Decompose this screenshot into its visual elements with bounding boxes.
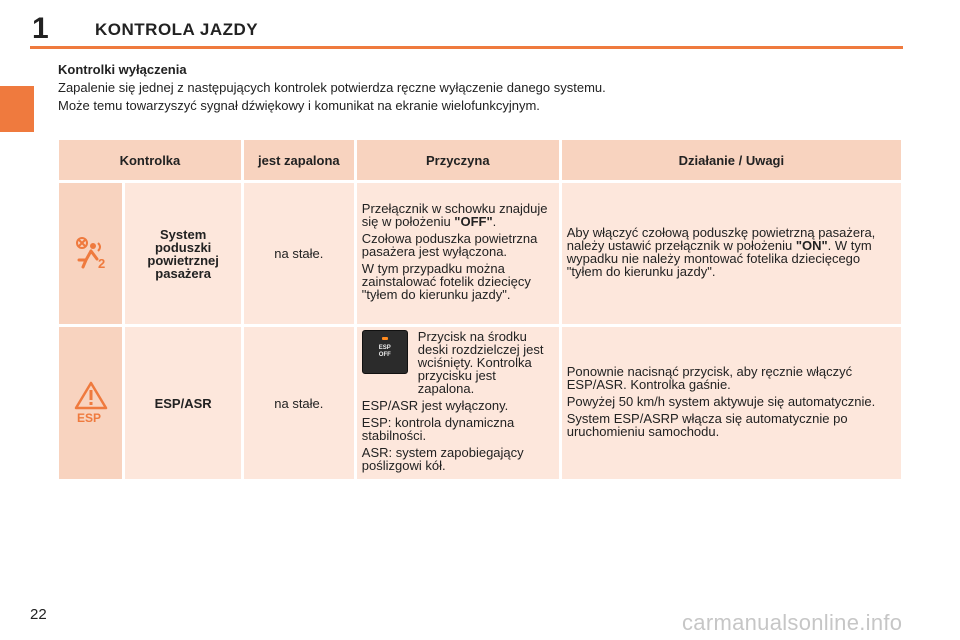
esp-button-block bbox=[362, 330, 554, 395]
table-row bbox=[59, 327, 901, 479]
indicator-state: na stałe. bbox=[244, 183, 354, 324]
indicator-state: na stałe. bbox=[244, 327, 354, 479]
cause-paragraph: ESP/ASR jest wyłączony. bbox=[361, 398, 509, 413]
intro-title: Kontrolki wyłączenia bbox=[58, 62, 187, 77]
action-paragraph: System ESP/ASRP włącza się automatycznie po uruchomieniu samochodu. bbox=[566, 410, 848, 439]
on-label: "ON" bbox=[795, 237, 828, 253]
watermark: carmanualsonline.info bbox=[682, 610, 903, 635]
indicator-action bbox=[562, 327, 901, 479]
action-paragraph: Ponownie nacisnąć przycisk, aby ręcznie włączyć ESP/ASR. Kontrolka gaśnie. bbox=[566, 363, 853, 392]
action-paragraph: Powyżej 50 km/h system aktywuje się automatycznie. bbox=[566, 393, 876, 409]
indicator-icon-cell bbox=[59, 183, 122, 324]
header-divider bbox=[30, 46, 903, 49]
header-lit: jest zapalona bbox=[244, 140, 354, 180]
header-cause: Przyczyna bbox=[357, 140, 559, 180]
cause-paragraph: Przycisk na środku deski rozdzielczej jest wciśnięty. Kontrolka przycisku jest zapalona. bbox=[417, 329, 544, 396]
chapter-number: 1 bbox=[32, 12, 49, 45]
cause-paragraph: ESP: kontrola dynamiczna stabilności. bbox=[361, 415, 515, 443]
cause-paragraph: Przełącznik w schowku znajduje się w położeniu "OFF". bbox=[361, 201, 548, 229]
indicator-table bbox=[56, 137, 904, 482]
page-number: 22 bbox=[30, 606, 47, 623]
indicator-name: ESP/ASR bbox=[125, 327, 240, 479]
indicator-cause bbox=[357, 327, 559, 479]
cause-paragraph: Czołowa poduszka powietrzna pasażera jest wyłączona. bbox=[361, 231, 538, 259]
header-indicator: Kontrolka bbox=[59, 140, 241, 180]
button-led-icon bbox=[382, 337, 388, 340]
indicator-name: System poduszki powietrznej pasażera bbox=[125, 183, 240, 324]
esp-warning-icon bbox=[74, 381, 108, 423]
airbag-off-icon bbox=[71, 235, 111, 271]
intro-section bbox=[58, 62, 898, 116]
header-action: Działanie / Uwagi bbox=[562, 140, 901, 180]
intro-line-1: Zapalenie się jednej z następujących kontrolek potwierdza ręczne wyłączenie danego systemu. bbox=[58, 80, 606, 95]
cause-paragraph: W tym przypadku można zainstalować fotelik dziecięcy "tyłem do kierunku jazdy". bbox=[361, 261, 531, 302]
intro-line-2: Może temu towarzyszyć sygnał dźwiękowy i komunikat na ekranie wielofunkcyjnym. bbox=[58, 98, 540, 113]
chapter-side-tab bbox=[0, 86, 34, 132]
action-paragraph: Aby włączyć czołową poduszkę powietrzną pasażera, należy ustawić przełącznik w położeniu "ON". W tym wypadku nie należy montować fotelika dziecięcego "tyłem do kierunku jazdy". bbox=[566, 224, 876, 279]
esp-button-label: ESP OFF bbox=[378, 345, 391, 358]
svg-text:2: 2 bbox=[97, 255, 105, 271]
esp-off-button-icon bbox=[362, 330, 408, 374]
indicator-cause bbox=[357, 183, 559, 324]
off-label: "OFF" bbox=[454, 214, 493, 229]
indicator-action bbox=[562, 183, 901, 324]
chapter-title: KONTROLA JAZDY bbox=[95, 20, 259, 39]
table-header-row bbox=[59, 140, 901, 180]
indicator-icon-cell bbox=[59, 327, 122, 479]
table-row bbox=[59, 183, 901, 324]
cause-paragraph: ASR: system zapobiegający poślizgowi kół. bbox=[361, 445, 524, 473]
svg-text:ESP: ESP bbox=[76, 411, 101, 423]
